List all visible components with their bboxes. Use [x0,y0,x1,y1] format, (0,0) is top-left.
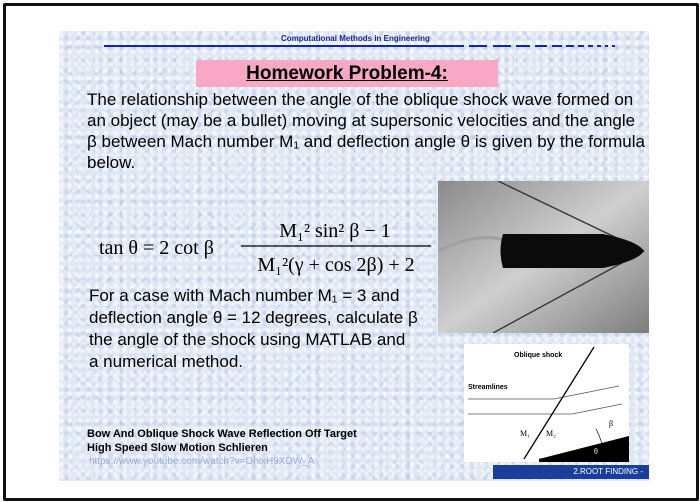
oblique-shock-diagram [464,344,629,462]
section-footer: 2.ROOT FINDING - [493,465,649,479]
window-frame [3,3,699,501]
theta-label: θ [594,447,598,456]
header-dash [535,45,547,47]
video-caption [87,427,427,455]
caption-line-2: High Speed Slow Motion Schlieren [87,442,268,454]
header-dash [566,45,574,47]
slide [59,31,649,481]
beta-label: β [609,419,614,428]
streamline [554,386,619,399]
m1-label: M₁ [520,429,530,438]
intro-paragraph: The relationship between the angle of the oblique shock wave formed on an object (may be a bullet) moving at supersonic velocities and the angle β between Mach number M₁ and deflection angle θ is given by the formula below. [87,90,645,172]
m2-label: M₂ [546,429,556,438]
formula-numerator: M₁² sin² β − 1 [279,220,391,242]
oblique-shock-label: Oblique shock [514,352,563,359]
header-dash [516,45,530,47]
bullet-icon [501,234,645,268]
streamlines-label: Streamlines [468,384,508,391]
course-title: Computational Methods in Engineering [281,34,430,43]
caption-line-1: Bow And Oblique Shock Wave Reflection Off Target [87,428,357,440]
problem-statement: For a case with Mach number M₁ = 3 and deflection angle θ = 12 degrees, calculate β the angle of the shock using MATLAB and a numerical method. [89,286,418,371]
shock-angle-formula [99,211,439,281]
header-dash [578,45,584,47]
header-rule [104,45,464,47]
wedge-shape [539,436,629,462]
header-dash [605,45,608,47]
header-dash [493,45,511,47]
shock-line [524,347,594,459]
streamline [572,404,622,414]
page-title: Homework Problem-4: [246,63,448,84]
header-dash [588,45,593,47]
formula-denominator: M₁²(γ + cos 2β) + 2 [257,254,415,276]
header-dash [469,45,487,47]
title-banner [196,60,498,87]
formula-lhs: tan θ = 2 cot β [99,237,214,259]
header-dash [612,45,615,47]
header-dash [552,45,562,47]
schlieren-bullet-image [438,181,649,333]
header-dash [597,45,601,47]
video-link[interactable]: https://www.youtube.com/watch?v=OhixH9XDW_A [89,456,315,467]
